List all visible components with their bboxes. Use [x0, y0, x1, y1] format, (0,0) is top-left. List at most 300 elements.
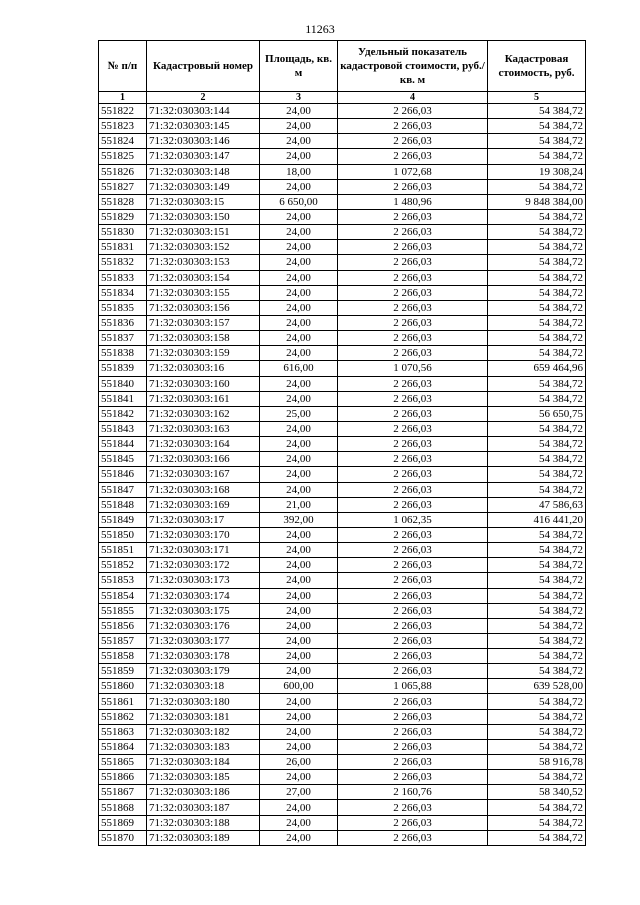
- column-number: 4: [338, 92, 488, 104]
- specific-value-cell: 2 266,03: [338, 240, 488, 255]
- table-row: [99, 376, 586, 391]
- area-cell: 24,00: [260, 270, 338, 285]
- cadastral-value-cell: 54 384,72: [488, 664, 586, 679]
- cadastral-value-cell: 9 848 384,00: [488, 194, 586, 209]
- table-row: [99, 830, 586, 845]
- area-cell: 24,00: [260, 285, 338, 300]
- cadastral-value-cell: 54 384,72: [488, 709, 586, 724]
- table-row: [99, 164, 586, 179]
- specific-value-cell: 2 266,03: [338, 270, 488, 285]
- cadastral-value-cell: 54 384,72: [488, 573, 586, 588]
- row-number-cell: 551863: [99, 724, 147, 739]
- specific-value-cell: 2 266,03: [338, 543, 488, 558]
- specific-value-cell: 2 266,03: [338, 770, 488, 785]
- area-cell: 27,00: [260, 785, 338, 800]
- cadastral-value-cell: 54 384,72: [488, 315, 586, 330]
- cadastral-value-cell: 54 384,72: [488, 588, 586, 603]
- specific-value-cell: 2 266,03: [338, 467, 488, 482]
- table-row: [99, 482, 586, 497]
- row-number-cell: 551831: [99, 240, 147, 255]
- row-number-cell: 551865: [99, 755, 147, 770]
- cadastral-number-cell: 71:32:030303:145: [147, 119, 260, 134]
- row-number-cell: 551855: [99, 603, 147, 618]
- cadastral-number-cell: 71:32:030303:146: [147, 134, 260, 149]
- cadastral-number-cell: 71:32:030303:157: [147, 315, 260, 330]
- specific-value-cell: 2 266,03: [338, 391, 488, 406]
- table-row: [99, 437, 586, 452]
- cadastral-number-cell: 71:32:030303:17: [147, 512, 260, 527]
- cadastral-value-cell: 54 384,72: [488, 149, 586, 164]
- row-number-cell: 551833: [99, 270, 147, 285]
- row-number-cell: 551869: [99, 815, 147, 830]
- specific-value-cell: 1 065,88: [338, 679, 488, 694]
- table-row: [99, 209, 586, 224]
- row-number-cell: 551870: [99, 830, 147, 845]
- specific-value-cell: 2 266,03: [338, 830, 488, 845]
- row-number-cell: 551854: [99, 588, 147, 603]
- table-row: [99, 724, 586, 739]
- cadastral-number-cell: 71:32:030303:167: [147, 467, 260, 482]
- row-number-cell: 551858: [99, 649, 147, 664]
- table-row: [99, 119, 586, 134]
- row-number-cell: 551826: [99, 164, 147, 179]
- header-row: [99, 41, 586, 92]
- specific-value-cell: 2 160,76: [338, 785, 488, 800]
- cadastral-value-cell: 54 384,72: [488, 421, 586, 436]
- table-row: [99, 543, 586, 558]
- cadastral-value-cell: 54 384,72: [488, 649, 586, 664]
- cadastral-number-cell: 71:32:030303:175: [147, 603, 260, 618]
- cadastral-value-cell: 54 384,72: [488, 724, 586, 739]
- row-number-cell: 551847: [99, 482, 147, 497]
- area-cell: 18,00: [260, 164, 338, 179]
- row-number-cell: 551845: [99, 452, 147, 467]
- column-number-row: [99, 92, 586, 104]
- cadastral-number-cell: 71:32:030303:155: [147, 285, 260, 300]
- specific-value-cell: 2 266,03: [338, 588, 488, 603]
- area-cell: 24,00: [260, 573, 338, 588]
- cadastral-number-cell: 71:32:030303:153: [147, 255, 260, 270]
- specific-value-cell: 2 266,03: [338, 603, 488, 618]
- area-cell: 24,00: [260, 709, 338, 724]
- row-number-cell: 551832: [99, 255, 147, 270]
- cadastral-value-cell: 54 384,72: [488, 633, 586, 648]
- page-number: 11263: [305, 22, 335, 36]
- row-number-cell: 551822: [99, 104, 147, 119]
- area-cell: 392,00: [260, 512, 338, 527]
- cadastral-value-cell: 639 528,00: [488, 679, 586, 694]
- specific-value-cell: 2 266,03: [338, 331, 488, 346]
- column-number: 5: [488, 92, 586, 104]
- cadastral-number-cell: 71:32:030303:187: [147, 800, 260, 815]
- area-cell: 24,00: [260, 300, 338, 315]
- specific-value-cell: 2 266,03: [338, 134, 488, 149]
- specific-value-cell: 2 266,03: [338, 724, 488, 739]
- area-cell: 24,00: [260, 739, 338, 754]
- table-row: [99, 633, 586, 648]
- area-cell: 24,00: [260, 149, 338, 164]
- table-row: [99, 755, 586, 770]
- specific-value-cell: 2 266,03: [338, 694, 488, 709]
- specific-value-cell: 2 266,03: [338, 437, 488, 452]
- row-number-cell: 551841: [99, 391, 147, 406]
- cadastral-value-cell: 54 384,72: [488, 255, 586, 270]
- area-cell: 24,00: [260, 179, 338, 194]
- specific-value-cell: 2 266,03: [338, 149, 488, 164]
- cadastral-number-cell: 71:32:030303:184: [147, 755, 260, 770]
- cadastral-value-cell: 54 384,72: [488, 452, 586, 467]
- row-number-cell: 551834: [99, 285, 147, 300]
- cadastral-value-cell: 54 384,72: [488, 830, 586, 845]
- area-cell: 24,00: [260, 588, 338, 603]
- cadastral-value-cell: 54 384,72: [488, 300, 586, 315]
- row-number-cell: 551848: [99, 497, 147, 512]
- table-row: [99, 694, 586, 709]
- cadastral-number-cell: 71:32:030303:170: [147, 527, 260, 542]
- table-row: [99, 149, 586, 164]
- row-number-cell: 551844: [99, 437, 147, 452]
- cadastral-value-cell: 54 384,72: [488, 482, 586, 497]
- specific-value-cell: 2 266,03: [338, 421, 488, 436]
- area-cell: 24,00: [260, 558, 338, 573]
- cadastral-number-cell: 71:32:030303:180: [147, 694, 260, 709]
- specific-value-cell: 2 266,03: [338, 285, 488, 300]
- table-row: [99, 134, 586, 149]
- cadastral-value-cell: 416 441,20: [488, 512, 586, 527]
- specific-value-cell: 2 266,03: [338, 346, 488, 361]
- specific-value-cell: 1 062,35: [338, 512, 488, 527]
- cadastral-number-cell: 71:32:030303:168: [147, 482, 260, 497]
- cadastral-number-cell: 71:32:030303:172: [147, 558, 260, 573]
- table-row: [99, 739, 586, 754]
- row-number-cell: 551842: [99, 406, 147, 421]
- table-row: [99, 452, 586, 467]
- cadastral-value-cell: 54 384,72: [488, 739, 586, 754]
- row-number-cell: 551829: [99, 209, 147, 224]
- table-row: [99, 785, 586, 800]
- cadastral-number-cell: 71:32:030303:171: [147, 543, 260, 558]
- row-number-cell: 551851: [99, 543, 147, 558]
- cadastral-value-cell: 19 308,24: [488, 164, 586, 179]
- cadastral-value-cell: 54 384,72: [488, 770, 586, 785]
- row-number-cell: 551868: [99, 800, 147, 815]
- cadastral-value-cell: 56 650,75: [488, 406, 586, 421]
- cadastral-number-cell: 71:32:030303:177: [147, 633, 260, 648]
- cadastral-value-cell: 54 384,72: [488, 179, 586, 194]
- row-number-cell: 551825: [99, 149, 147, 164]
- specific-value-cell: 2 266,03: [338, 800, 488, 815]
- row-number-cell: 551840: [99, 376, 147, 391]
- area-cell: 24,00: [260, 225, 338, 240]
- cadastral-number-cell: 71:32:030303:16: [147, 361, 260, 376]
- area-cell: 24,00: [260, 421, 338, 436]
- table-row: [99, 240, 586, 255]
- row-number-cell: 551827: [99, 179, 147, 194]
- table-row: [99, 194, 586, 209]
- cadastral-number-cell: 71:32:030303:147: [147, 149, 260, 164]
- cadastral-value-cell: 54 384,72: [488, 331, 586, 346]
- area-cell: 21,00: [260, 497, 338, 512]
- row-number-cell: 551856: [99, 618, 147, 633]
- cadastral-value-cell: 54 384,72: [488, 558, 586, 573]
- cadastral-number-cell: 71:32:030303:160: [147, 376, 260, 391]
- specific-value-cell: 2 266,03: [338, 300, 488, 315]
- row-number-cell: 551850: [99, 527, 147, 542]
- cadastral-number-cell: 71:32:030303:151: [147, 225, 260, 240]
- cadastral-number-cell: 71:32:030303:162: [147, 406, 260, 421]
- row-number-cell: 551866: [99, 770, 147, 785]
- table-row: [99, 391, 586, 406]
- cadastral-value-cell: 54 384,72: [488, 543, 586, 558]
- row-number-cell: 551864: [99, 739, 147, 754]
- table-row: [99, 270, 586, 285]
- table-row: [99, 815, 586, 830]
- area-cell: 616,00: [260, 361, 338, 376]
- cadastral-value-cell: 54 384,72: [488, 270, 586, 285]
- area-cell: 24,00: [260, 724, 338, 739]
- cadastral-value-cell: 54 384,72: [488, 800, 586, 815]
- cadastral-value-cell: 54 384,72: [488, 391, 586, 406]
- table-row: [99, 679, 586, 694]
- area-cell: 24,00: [260, 391, 338, 406]
- cadastral-value-cell: 54 384,72: [488, 694, 586, 709]
- row-number-cell: 551852: [99, 558, 147, 573]
- row-number-cell: 551853: [99, 573, 147, 588]
- area-cell: 24,00: [260, 315, 338, 330]
- cadastral-number-cell: 71:32:030303:15: [147, 194, 260, 209]
- cadastral-value-cell: 54 384,72: [488, 240, 586, 255]
- area-cell: 24,00: [260, 467, 338, 482]
- column-number: 2: [147, 92, 260, 104]
- row-number-cell: 551824: [99, 134, 147, 149]
- specific-value-cell: 2 266,03: [338, 482, 488, 497]
- table-row: [99, 331, 586, 346]
- header-cadastral-value: Кадастровая стоимость, руб.: [488, 41, 586, 92]
- specific-value-cell: 2 266,03: [338, 104, 488, 119]
- area-cell: 24,00: [260, 800, 338, 815]
- area-cell: 24,00: [260, 104, 338, 119]
- cadastral-value-cell: 54 384,72: [488, 437, 586, 452]
- area-cell: 600,00: [260, 679, 338, 694]
- area-cell: 24,00: [260, 331, 338, 346]
- area-cell: 24,00: [260, 603, 338, 618]
- table-row: [99, 315, 586, 330]
- table-row: [99, 179, 586, 194]
- row-number-cell: 551861: [99, 694, 147, 709]
- header-cadastral-number: Кадастровый номер: [147, 41, 260, 92]
- row-number-cell: 551835: [99, 300, 147, 315]
- specific-value-cell: 2 266,03: [338, 755, 488, 770]
- table-row: [99, 346, 586, 361]
- cadastral-number-cell: 71:32:030303:173: [147, 573, 260, 588]
- row-number-cell: 551843: [99, 421, 147, 436]
- header-specific-value: Удельный показатель кадастровой стоимости, руб./кв. м: [338, 41, 488, 92]
- row-number-cell: 551823: [99, 119, 147, 134]
- specific-value-cell: 2 266,03: [338, 119, 488, 134]
- specific-value-cell: 2 266,03: [338, 527, 488, 542]
- cadastral-value-cell: 47 586,63: [488, 497, 586, 512]
- cadastral-number-cell: 71:32:030303:150: [147, 209, 260, 224]
- area-cell: 24,00: [260, 543, 338, 558]
- specific-value-cell: 2 266,03: [338, 573, 488, 588]
- area-cell: 24,00: [260, 649, 338, 664]
- table-row: [99, 709, 586, 724]
- area-cell: 24,00: [260, 815, 338, 830]
- specific-value-cell: 2 266,03: [338, 209, 488, 224]
- area-cell: 24,00: [260, 770, 338, 785]
- cadastral-value-cell: 54 384,72: [488, 376, 586, 391]
- table-row: [99, 406, 586, 421]
- specific-value-cell: 2 266,03: [338, 709, 488, 724]
- row-number-cell: 551860: [99, 679, 147, 694]
- row-number-cell: 551837: [99, 331, 147, 346]
- cadastral-number-cell: 71:32:030303:182: [147, 724, 260, 739]
- area-cell: 24,00: [260, 633, 338, 648]
- specific-value-cell: 2 266,03: [338, 815, 488, 830]
- table-row: [99, 770, 586, 785]
- cadastral-value-cell: 54 384,72: [488, 346, 586, 361]
- specific-value-cell: 2 266,03: [338, 739, 488, 754]
- cadastral-number-cell: 71:32:030303:183: [147, 739, 260, 754]
- specific-value-cell: 2 266,03: [338, 664, 488, 679]
- cadastral-value-cell: 58 340,52: [488, 785, 586, 800]
- table-row: [99, 255, 586, 270]
- cadastral-number-cell: 71:32:030303:176: [147, 618, 260, 633]
- cadastral-value-cell: 54 384,72: [488, 618, 586, 633]
- specific-value-cell: 2 266,03: [338, 452, 488, 467]
- table-row: [99, 527, 586, 542]
- row-number-cell: 551867: [99, 785, 147, 800]
- cadastral-number-cell: 71:32:030303:18: [147, 679, 260, 694]
- cadastral-value-table: [98, 40, 586, 846]
- area-cell: 24,00: [260, 376, 338, 391]
- row-number-cell: 551836: [99, 315, 147, 330]
- table-row: [99, 649, 586, 664]
- area-cell: 24,00: [260, 255, 338, 270]
- cadastral-number-cell: 71:32:030303:148: [147, 164, 260, 179]
- column-number: 1: [99, 92, 147, 104]
- cadastral-value-cell: 54 384,72: [488, 527, 586, 542]
- cadastral-value-cell: 54 384,72: [488, 815, 586, 830]
- table-row: [99, 603, 586, 618]
- specific-value-cell: 2 266,03: [338, 633, 488, 648]
- cadastral-number-cell: 71:32:030303:149: [147, 179, 260, 194]
- cadastral-number-cell: 71:32:030303:188: [147, 815, 260, 830]
- cadastral-number-cell: 71:32:030303:179: [147, 664, 260, 679]
- area-cell: 25,00: [260, 406, 338, 421]
- row-number-cell: 551828: [99, 194, 147, 209]
- table-row: [99, 618, 586, 633]
- specific-value-cell: 2 266,03: [338, 649, 488, 664]
- specific-value-cell: 2 266,03: [338, 225, 488, 240]
- area-cell: 24,00: [260, 437, 338, 452]
- cadastral-number-cell: 71:32:030303:186: [147, 785, 260, 800]
- row-number-cell: 551839: [99, 361, 147, 376]
- table-row: [99, 361, 586, 376]
- cadastral-number-cell: 71:32:030303:156: [147, 300, 260, 315]
- row-number-cell: 551857: [99, 633, 147, 648]
- cadastral-value-cell: 54 384,72: [488, 119, 586, 134]
- row-number-cell: 551849: [99, 512, 147, 527]
- specific-value-cell: 2 266,03: [338, 558, 488, 573]
- area-cell: 24,00: [260, 664, 338, 679]
- table-row: [99, 558, 586, 573]
- table-row: [99, 467, 586, 482]
- specific-value-cell: 2 266,03: [338, 618, 488, 633]
- cadastral-number-cell: 71:32:030303:181: [147, 709, 260, 724]
- area-cell: 24,00: [260, 482, 338, 497]
- table-row: [99, 512, 586, 527]
- area-cell: 24,00: [260, 119, 338, 134]
- area-cell: 26,00: [260, 755, 338, 770]
- cadastral-number-cell: 71:32:030303:185: [147, 770, 260, 785]
- cadastral-value-cell: 54 384,72: [488, 225, 586, 240]
- cadastral-value-cell: 54 384,72: [488, 467, 586, 482]
- specific-value-cell: 1 072,68: [338, 164, 488, 179]
- cadastral-value-cell: 54 384,72: [488, 209, 586, 224]
- column-number: 3: [260, 92, 338, 104]
- specific-value-cell: 2 266,03: [338, 315, 488, 330]
- cadastral-number-cell: 71:32:030303:158: [147, 331, 260, 346]
- table-row: [99, 573, 586, 588]
- row-number-cell: 551862: [99, 709, 147, 724]
- area-cell: 24,00: [260, 830, 338, 845]
- cadastral-value-cell: 54 384,72: [488, 603, 586, 618]
- cadastral-value-cell: 58 916,78: [488, 755, 586, 770]
- table-row: [99, 497, 586, 512]
- area-cell: 24,00: [260, 240, 338, 255]
- cadastral-number-cell: 71:32:030303:154: [147, 270, 260, 285]
- area-cell: 24,00: [260, 527, 338, 542]
- cadastral-value-cell: 54 384,72: [488, 134, 586, 149]
- area-cell: 24,00: [260, 346, 338, 361]
- cadastral-value-cell: 54 384,72: [488, 104, 586, 119]
- area-cell: 24,00: [260, 618, 338, 633]
- table-row: [99, 588, 586, 603]
- cadastral-number-cell: 71:32:030303:159: [147, 346, 260, 361]
- specific-value-cell: 2 266,03: [338, 255, 488, 270]
- cadastral-number-cell: 71:32:030303:189: [147, 830, 260, 845]
- table-body: [99, 104, 586, 846]
- cadastral-number-cell: 71:32:030303:164: [147, 437, 260, 452]
- cadastral-number-cell: 71:32:030303:178: [147, 649, 260, 664]
- cadastral-number-cell: 71:32:030303:166: [147, 452, 260, 467]
- table-row: [99, 285, 586, 300]
- cadastral-number-cell: 71:32:030303:144: [147, 104, 260, 119]
- area-cell: 24,00: [260, 134, 338, 149]
- header-area: Площадь, кв. м: [260, 41, 338, 92]
- row-number-cell: 551846: [99, 467, 147, 482]
- cadastral-number-cell: 71:32:030303:161: [147, 391, 260, 406]
- row-number-cell: 551859: [99, 664, 147, 679]
- specific-value-cell: 1 480,96: [338, 194, 488, 209]
- area-cell: 6 650,00: [260, 194, 338, 209]
- cadastral-number-cell: 71:32:030303:163: [147, 421, 260, 436]
- specific-value-cell: 2 266,03: [338, 179, 488, 194]
- table-row: [99, 225, 586, 240]
- specific-value-cell: 2 266,03: [338, 497, 488, 512]
- cadastral-value-cell: 659 464,96: [488, 361, 586, 376]
- table-row: [99, 300, 586, 315]
- area-cell: 24,00: [260, 694, 338, 709]
- row-number-cell: 551838: [99, 346, 147, 361]
- cadastral-number-cell: 71:32:030303:174: [147, 588, 260, 603]
- area-cell: 24,00: [260, 209, 338, 224]
- area-cell: 24,00: [260, 452, 338, 467]
- cadastral-number-cell: 71:32:030303:152: [147, 240, 260, 255]
- specific-value-cell: 2 266,03: [338, 376, 488, 391]
- table-row: [99, 664, 586, 679]
